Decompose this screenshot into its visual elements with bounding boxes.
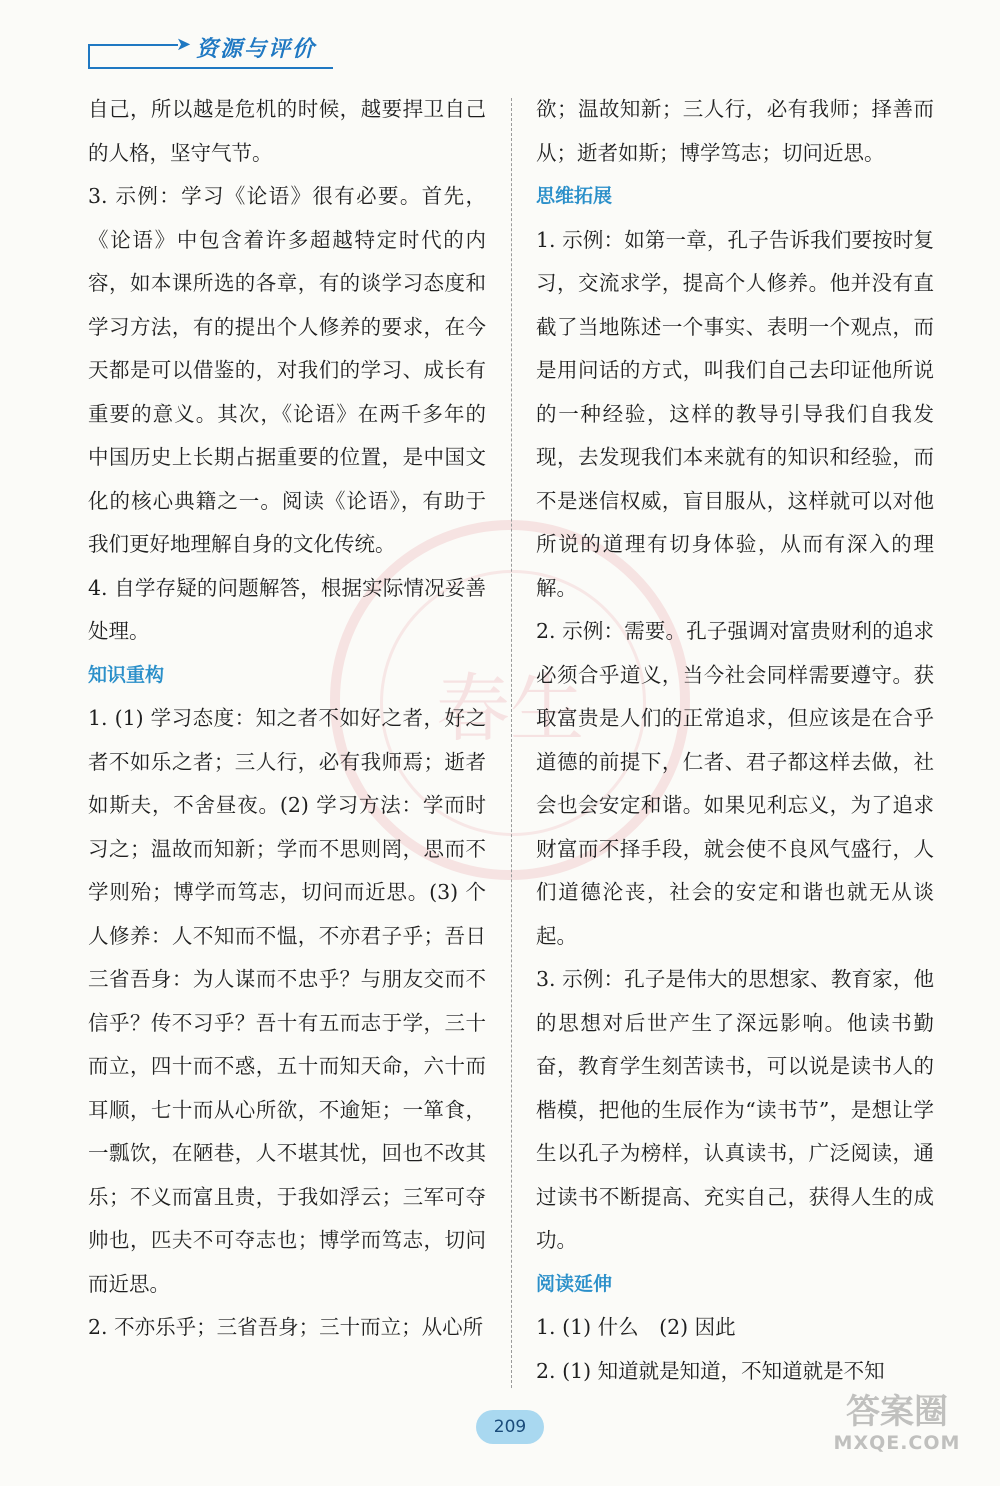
paragraph: 3. 示例：学习《论语》很有必要。首先，《论语》中包含着许多超越特定时代的内容，如本课所选的各章，有的谈学习态度和学习方法，有的提出个人修养的要求，在今天都是可以借鉴的，对我们的学习、成长有重要的意义。其次，《论语》在两千多年的中国历史上长期占据重要的位置，是中国文化的核心典籍之一。阅读《论语》，有助于我们更好地理解自身的文化传统。 [88, 184, 486, 556]
paragraph: 1. 示例：如第一章，孔子告诉我们要按时复习，交流求学，提高个人修养。他并没有直截了当地陈述一个事实、表明一个观点，而是用问话的方式，叫我们自己去印证他所说的一种经验，这样的教导引导我们自我发现，去发现我们本来就有的知识和经验，而不是迷信权威，盲目服从，这样就可以对他所说的道理有切身体验，从而有深入的理解。 [536, 227, 934, 600]
paragraph: 2. (1) 知道就是知道，不知道就是不知 [536, 1358, 885, 1383]
paragraph: 自己，所以越是危机的时候，越要捍卫自己的人格，坚守气节。 [88, 97, 486, 165]
paragraph: 4. 自学存疑的问题解答，根据实际情况妥善处理。 [88, 575, 486, 643]
section-heading: 阅读延伸 [536, 1272, 613, 1295]
header-underline [88, 67, 333, 69]
paragraph: 1. (1) 什么 (2) 因此 [536, 1315, 736, 1339]
paragraph: 2. 示例：需要。孔子强调对富贵财利的追求必须合乎道义，当今社会同样需要遵守。获取富贵是人们的正常追求，但应该是在合乎道德的前提下，仁者、君子都这样去做，社会也会安定和谐。如果见利忘义，为了追求财富而不择手段，就会使不良风气盛行，人们道德沦丧，社会的安定和谐也就无从谈起。 [536, 619, 934, 948]
right-column [536, 88, 934, 1393]
header-rule [88, 44, 178, 46]
left-column [88, 88, 486, 1350]
stamp-watermark-text: 春生 [436, 666, 584, 752]
paragraph: 3. 示例：孔子是伟大的思想家、教育家，他的思想对后世产生了深远影响。他读书勤奋，教育学生刻苦读书，可以说是读书人的楷模，把他的生辰作为“读书节”，是想让学生以孔子为榜样，认真读书，广泛阅读，通过读书不断提高、充实自己，获得人生的成功。 [536, 967, 934, 1252]
paragraph: 欲；温故知新；三人行，必有我师；择善而从；逝者如斯；博学笃志；切问近思。 [536, 97, 934, 165]
site-url: MXQE.COM [833, 1432, 961, 1454]
site-watermark [812, 1392, 982, 1472]
section-heading: 思维拓展 [536, 185, 613, 207]
header-bracket [88, 44, 90, 68]
page-header [88, 30, 338, 70]
paragraph: 1. (1) 学习态度：知之者不如好之者，好之者不如乐之者；三人行，必有我师焉；逝者如斯夫，不舍昼夜。(2) 学习方法：学而时习之；温故而知新；学而不思则罔，思而不学则殆；博学而笃志，切问而近思。(3) 个人修养：人不知而不愠，不亦君子乎；吾日三省吾身：为人谋而不忠乎？与朋友交而不信乎？传不习乎？吾十有五而志于学，三十而立，四十而不惑，五十而知天命，六十而耳顺，七十而从心所欲，不逾矩；一箪食，一瓢饮，在陋巷，人不堪其忧，回也不改其乐；不义而富且贵，于我如浮云；三军可夺帅也，匹夫不可夺志也；博学而笃志，切问而近思。 [88, 706, 486, 1296]
paragraph: 2. 不亦乐乎；三省吾身；三十而立；从心所 [88, 1315, 484, 1339]
page-number: 209 [476, 1410, 544, 1444]
section-heading: 知识重构 [88, 663, 165, 686]
arrow-right-icon: ➤ [176, 34, 192, 55]
header-title: 资源与评价 [196, 37, 317, 62]
column-divider [511, 98, 513, 1388]
site-logo: 答案圈 [846, 1392, 948, 1432]
